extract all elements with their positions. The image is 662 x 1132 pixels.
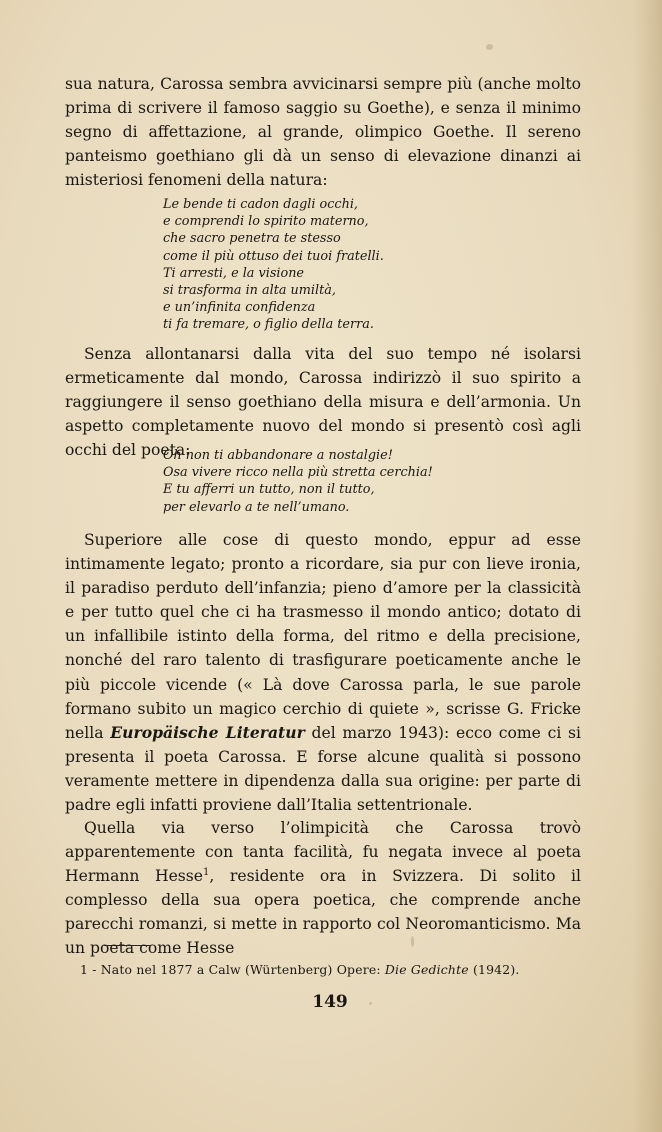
page-number: 149	[312, 992, 348, 1012]
journal-title: Europäische Literatur	[110, 722, 305, 742]
verse-line: per elevarlo a te nell’umano.	[163, 499, 350, 515]
verse-line: come il più ottuso dei tuoi fratelli.	[163, 248, 384, 264]
verse-quote-1	[163, 196, 384, 334]
verse-line: Oh non ti abbandonare a nostalgie!	[163, 448, 393, 463]
paragraph-1	[65, 72, 581, 192]
verse-line: che sacro penetra te stesso	[163, 231, 341, 247]
paragraph-4	[65, 816, 581, 961]
verse-line: e un’infinita confidenza	[163, 300, 316, 316]
verse-quote-2	[163, 447, 433, 516]
footnote-work-title: Die Gedichte	[384, 962, 469, 977]
paragraph-1-text: sua natura, Carossa sembra avvicinarsi sempre più (anche molto prima di scrivere il famoso saggio su Goethe), e senza il minimo segno di affettazione, al grande, olimpico Goethe. Il sereno panteismo goethiano gli dà un senso di elevazione dinanzi ai misteriosi fenomeni della natura:	[65, 75, 581, 190]
paragraph-4-text-start: Quella via verso l’olimpicità che Carossa trovò apparentemente con tanta facilità, fu negata invece al poeta Hermann Hesse	[65, 819, 581, 886]
paragraph-2	[65, 342, 581, 462]
page-edge-shadow	[632, 0, 662, 1132]
footnote-year: (1942).	[468, 962, 520, 977]
footnote-separator	[104, 945, 150, 946]
paragraph-2-text: Senza allontanarsi dalla vita del suo tempo né isolarsi ermeticamente dal mondo, Carossa indirizzò il suo spirito a raggiungere il senso goethiano della misura e dell’armonia. Un aspetto completamente nuovo del mondo si presentò così agli occhi del poeta:	[65, 345, 581, 460]
paragraph-3-text-start: Superiore alle cose di questo mondo, eppur ad esse intimamente legato; pronto a ricordare, sia pur con lieve ironia, il paradiso perduto dell’infanzia; pieno d’amore per la classicità e per tutto quel che ci ha trasmesso il mondo antico; dotato di un infallibile istinto della forma, del ritmo e della precisione, nonché del raro talento di trasfigurare poeticamente anche le più piccole vicende (« Là dove Carossa parla, le sue parole formano subito un magico cerchio di quiete », scrisse G. Fricke nella	[65, 531, 581, 742]
paper-stain	[486, 44, 493, 50]
verse-line: Osa vivere ricco nella più stretta cerchia!	[163, 465, 433, 481]
verse-line: E tu afferri un tutto, non il tutto,	[163, 482, 375, 498]
paragraph-4-text-end: , residente ora in Svizzera. Di solito il complesso della sua opera poetica, che comprende anche parecchi romanzi, si mette in rapporto col Neoromanticismo. Ma un poeta come Hesse	[65, 867, 582, 958]
paragraph-3-text-end: del marzo 1943): ecco come ci si presenta il poeta Carossa. E forse alcune qualità si possono veramente mettere in dipendenza dalla sua origine: per parte di padre egli infatti proviene dall’Italia settentrionale.	[65, 723, 581, 815]
verse-line: ti fa tremare, o figlio della terra.	[163, 317, 374, 333]
verse-line: Ti arresti, e la visione	[163, 265, 305, 281]
footnote-marker: 1 -	[80, 962, 101, 977]
paragraph-3	[65, 528, 581, 817]
footnote-reference: 1	[203, 867, 210, 879]
verse-line: si trasforma in alta umiltà,	[163, 283, 336, 299]
footnote	[80, 961, 600, 979]
paper-stain	[369, 1002, 372, 1005]
verse-line: Le bende ti cadon dagli occhi,	[163, 197, 358, 212]
verse-line: e comprendi lo spirito materno,	[163, 214, 369, 230]
footnote-text: Nato nel 1877 a Calw (Würtenberg) Opere:	[100, 962, 385, 977]
paper-stain	[411, 936, 414, 947]
